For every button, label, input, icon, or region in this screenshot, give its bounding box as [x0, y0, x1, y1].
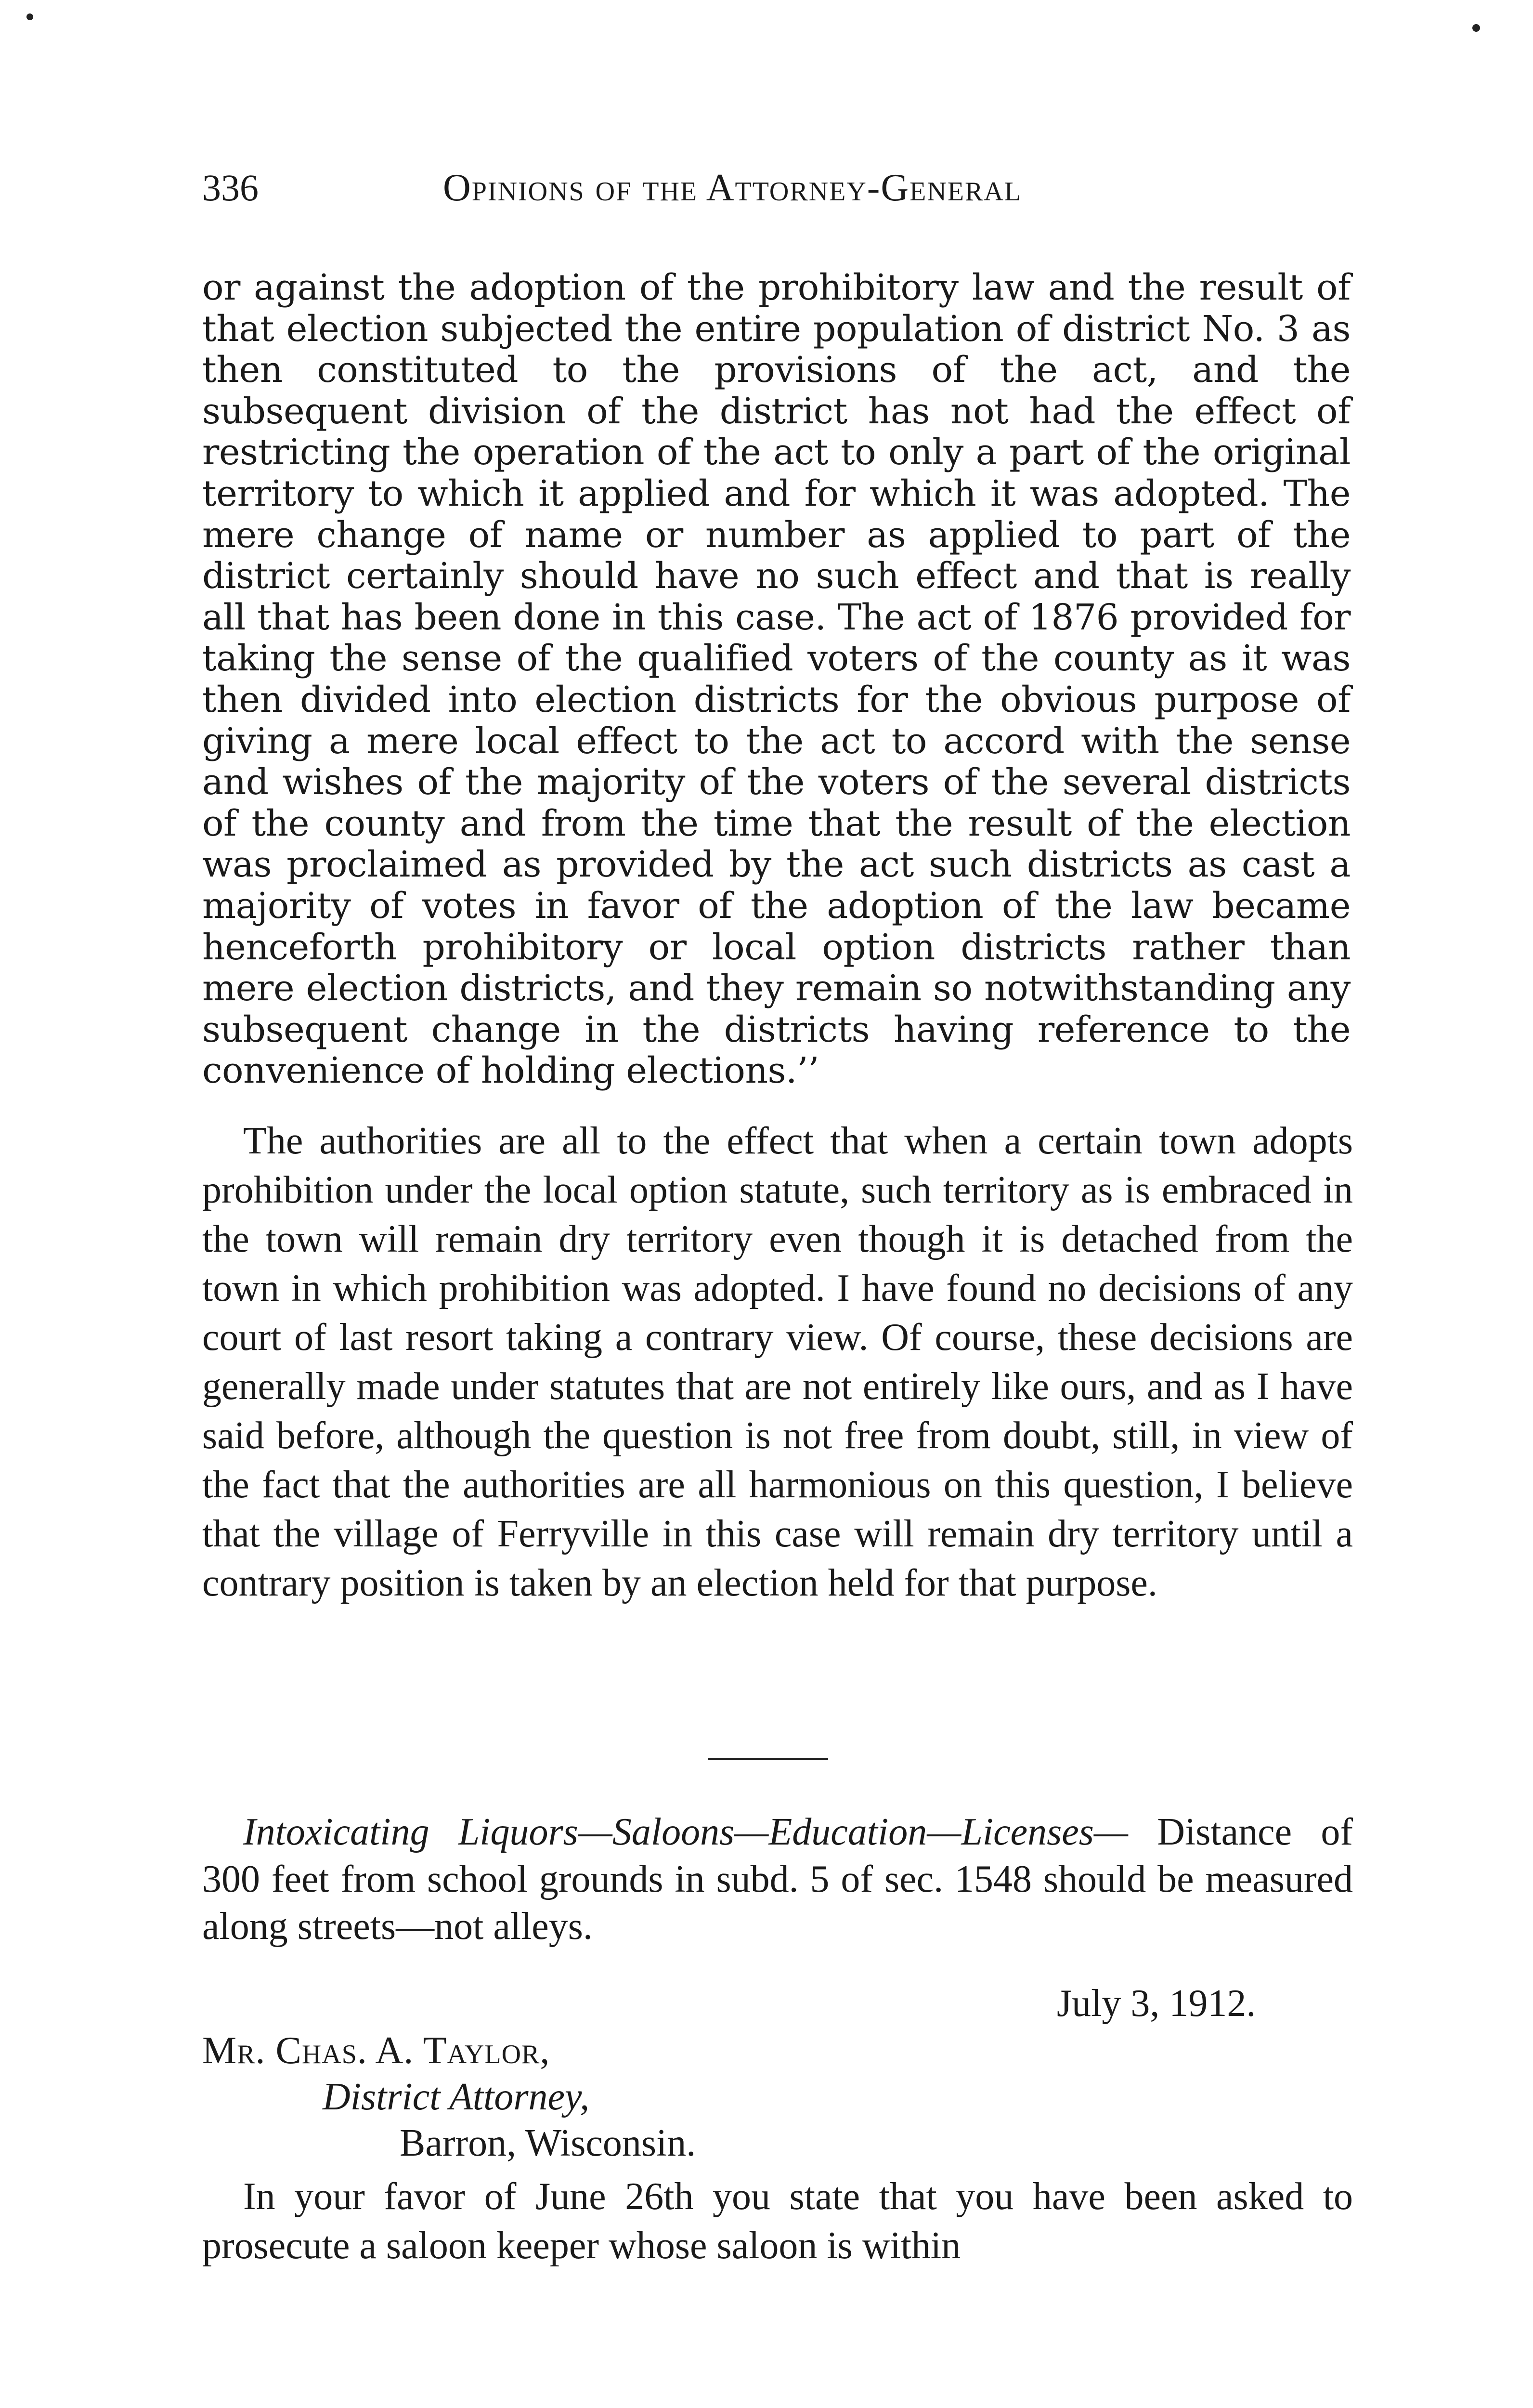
addressee-title: District Attorney, [323, 2076, 590, 2118]
addressee-place: Barron, Wisconsin. [400, 2122, 696, 2164]
page-header [202, 166, 1165, 214]
running-head: Opinions of the Attorney-General [443, 167, 1022, 209]
addressee-name: Mr. Chas. A. Taylor, [202, 2029, 550, 2072]
letter-opening-paragraph: In your favor of June 26th you state that you have been asked to prosecute a saloon keeper whose saloon is within [202, 2175, 1353, 2267]
section-divider [708, 1758, 828, 1760]
quoted-opinion-text: or against the adoption of the prohibitory law and the result of that election subjected the entire population of district No. 3 as then constituted to the provisions of the act, and the subsequent division of the district has not had the effect of restricting the operation of the act to only a part of the original territory to which it applied and for which it was adopted. The mere change of name or number as applied to part of the district certainly should have no such effect and that is really all that has been done in this case. The act of 1876 provided for taking the sense of the qualified voters of the county as it was then divided into election districts for the obvious purpose of giving a mere local effect to the act to accord with the sense and wishes of the majority of the voters of the several districts of the county and from the time that the result of the election was proclaimed as provided by the act such districts as cast a majority of votes in favor of the adoption of the law became henceforth prohibitory or local option districts rather than mere election districts, and they remain so notwithstanding any subsequent change in the districts having reference to the convenience of holding elections.’’ [202, 267, 1351, 1092]
headnote-text: Distance of 300 feet from school grounds in subd. 5 of sec. 1548 should be measured along streets—not alleys. [202, 1811, 1353, 1948]
ink-speck [1472, 24, 1480, 32]
addressee-block [202, 2028, 696, 2166]
ink-speck [26, 13, 33, 20]
letter-date: July 3, 1912. [1057, 1982, 1256, 2025]
headnote-topics: Intoxicating Liquors—Saloons—Education—Licenses— [243, 1811, 1129, 1853]
headnote [202, 1808, 1353, 1950]
body-paragraph: The authorities are all to the effect that when a certain town adopts prohibition under the local option statute, such territory as is embraced in the town will remain dry territory even though it is detached from the town in which prohibition was adopted. I have found no decisions of any court of last resort taking a contrary view. Of course, these decisions are generally made under statutes that are not entirely like ours, and as I have said before, although the question is not free from doubt, still, in view of the fact that the authorities are all harmonious on this question, I believe that the village of Ferryville in this case will remain dry territory until a contrary position is taken by an election held for that purpose. [202, 1120, 1353, 1604]
page-number: 336 [202, 167, 259, 209]
